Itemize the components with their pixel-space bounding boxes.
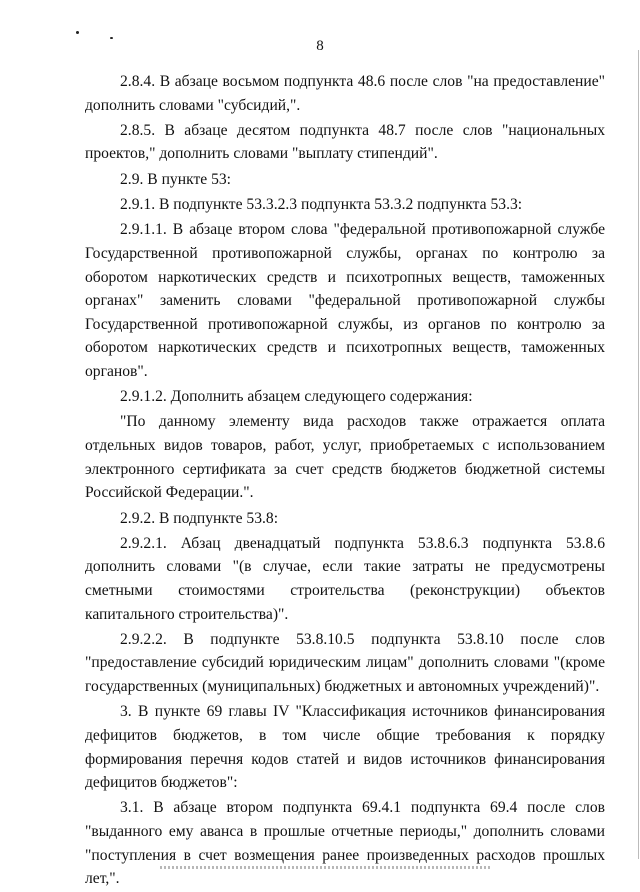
paragraph-2-9-2-2: 2.9.2.2. В подпункте 53.8.10.5 подпункта 53.8.10 после слов "предоставление субсидий юридическим лицам" дополнить словами "(кроме государственных (муниципальных) бюджетных и автономных учреждений)". <box>85 630 605 696</box>
paragraph-quote: "По данному элементу вида расходов также отражается оплата отдельных видов товаров, работ, услуг, приобретаемых с использованием электронного сертификата за счет средств бюджетов бюджетной системы Российской Федерации.". <box>85 413 605 502</box>
paragraph-3: 3. В пункте 69 главы IV "Классификация источников финансирования дефицитов бюджетов, в том числе общие требования к порядку формирования перечня кодов статей и видов источников финансирования дефицитов бюджетов": <box>85 703 605 792</box>
page-number: 8 <box>316 38 324 54</box>
paragraph-2-9-1: 2.9.1. В подпункте 53.3.2.3 подпункта 53.3.2 подпункта 53.3: <box>120 196 523 214</box>
paragraph-2-9: 2.9. В пункте 53: <box>120 170 232 188</box>
paragraph-2-9-2: 2.9.2. В подпункте 53.8: <box>120 509 279 527</box>
paragraph-2-9-1-2: 2.9.1.2. Дополнить абзацем следующего содержания: <box>120 388 473 406</box>
scan-speck <box>76 31 79 34</box>
paragraph-2-9-2-1: 2.9.2.1. Абзац двенадцатый подпункта 53.8.6.3 подпункта 53.8.6 дополнить словами "(в случае, если такие затраты не предусмотрены сметными стоимостями строительства (реконструкции) объектов капитального строительства)". <box>85 534 605 623</box>
paragraph-2-8-4: 2.8.4. В абзаце восьмом подпункта 48.6 после слов "на предоставление" дополнить словами "субсидий,". <box>85 73 605 114</box>
paragraph-2-9-1-1: 2.9.1.1. В абзаце втором слова "федеральной противопожарной службе Государственной противопожарной службы, органах по контролю за оборотом наркотических средств и психотропных веществ, таможенных органах" заменить словами "федеральной противопожарной службы Государственной противопожарной службы, из органов по контролю за оборотом наркотических средств и психотропных веществ, таможенных органов". <box>85 221 605 380</box>
scan-edge-line <box>638 50 639 859</box>
paragraph-2-8-5: 2.8.5. В абзаце десятом подпункта 48.7 после слов "национальных проектов," дополнить словами "выплату стипендий". <box>85 121 605 163</box>
document-body <box>85 70 605 892</box>
paragraph-3-1: 3.1. В абзаце втором подпункта 69.4.1 подпункта 69.4 после слов "выданного ему аванса в прошлые отчетные периоды," дополнить словами "поступления в счет возмещения ранее произведенных расходов прошлых лет,". <box>85 799 605 888</box>
